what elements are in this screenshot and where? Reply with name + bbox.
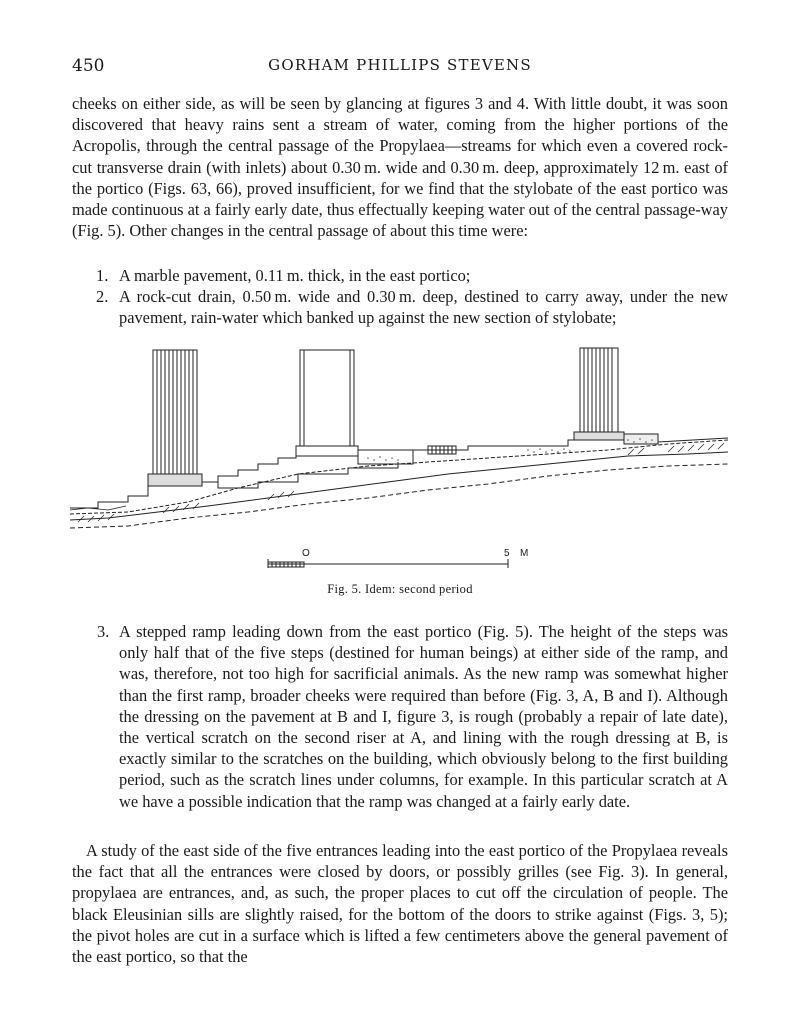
paragraph-top: cheeks on either side, as will be seen by glancing at figures 3 and 4. With little doubt, it was soon discovered that heavy rains sent a stream of water, coming from the higher portions of the Acropolis, through the central passage of the Propylaea—streams for which even a covered rock-cut transverse drain (with inlets) about 0.30 m. wide and 0.30 m. deep, approximately 12 m. east of the portico (Figs. 63, 66), proved insufficient, for we find that the stylobate of the east portico was made continuous at a fairly early date, thus effectually keeping water out of the central passage-way (Fig. 5). Other changes in the central passage of about this time were:	[72, 94, 728, 241]
list-number-2: 2.	[96, 287, 109, 306]
scale-end-label: 5	[504, 548, 510, 559]
running-title: GORHAM PHILLIPS STEVENS	[268, 56, 532, 74]
list-item-3	[72, 621, 728, 812]
running-head	[72, 56, 728, 80]
paragraph-bottom: A study of the east side of the five entrances leading into the east portico of the Propylaea reveals the fact that all the entrances were closed by doors, or possibly grilles (see Fig. 3). In general, propylaea are entrances, and, as such, the proper places to cut off the circulation of people. The black Eleusinian sills are slightly raised, for the bottom of the doors to strike against (Figs. 3, 5); the pivot holes are cut in a surface which is lifted a few centimeters above the general pavement of the east portico, so that the	[72, 841, 728, 967]
figure-section-drawing	[68, 342, 733, 577]
scale-unit-label: M	[520, 548, 529, 559]
section-drawing	[68, 342, 733, 577]
scale-bar	[268, 559, 508, 568]
list-text-3: A stepped ramp leading down from the east portico (Fig. 5). The height of the steps was only half that of the five steps (destined for human beings) at either side of the ramp, and was, therefore, not too high for sacrificial animals. As the new ramp was somewhat higher than the first ramp, broader cheeks were required than before (Fig. 3, A, B and I). Although the dressing on the pavement at B and I, figure 3, is rough (probably a repair of late date), the vertical scratch on the second riser at A, and lining with the rough dressing at B, is exactly similar to the scratches on the building, which obviously belong to the first building period, such as the scratch lines under columns, for example. In this particular scratch at A we have a possible indication that the ramp was changed at a fairly early date.	[119, 622, 728, 811]
figure-caption: Fig. 5. Idem: second period	[327, 582, 473, 596]
list-number-3: 3.	[97, 622, 110, 641]
page-number: 450	[72, 56, 105, 76]
list-number-1: 1.	[96, 266, 109, 285]
list-text-1: A marble pavement, 0.11 m. thick, in the east portico;	[119, 266, 471, 285]
list-item-2	[72, 286, 728, 328]
right-column	[574, 348, 624, 440]
left-column	[148, 350, 202, 486]
list-text-2: A rock-cut drain, 0.50 m. wide and 0.30 m. deep, destined to carry away, under the new pavement, rain-water which banked up against the new section of stylobate;	[119, 287, 728, 328]
scale-start-label: O	[302, 548, 310, 559]
middle-pier	[296, 350, 358, 456]
list-item-1	[72, 265, 728, 286]
